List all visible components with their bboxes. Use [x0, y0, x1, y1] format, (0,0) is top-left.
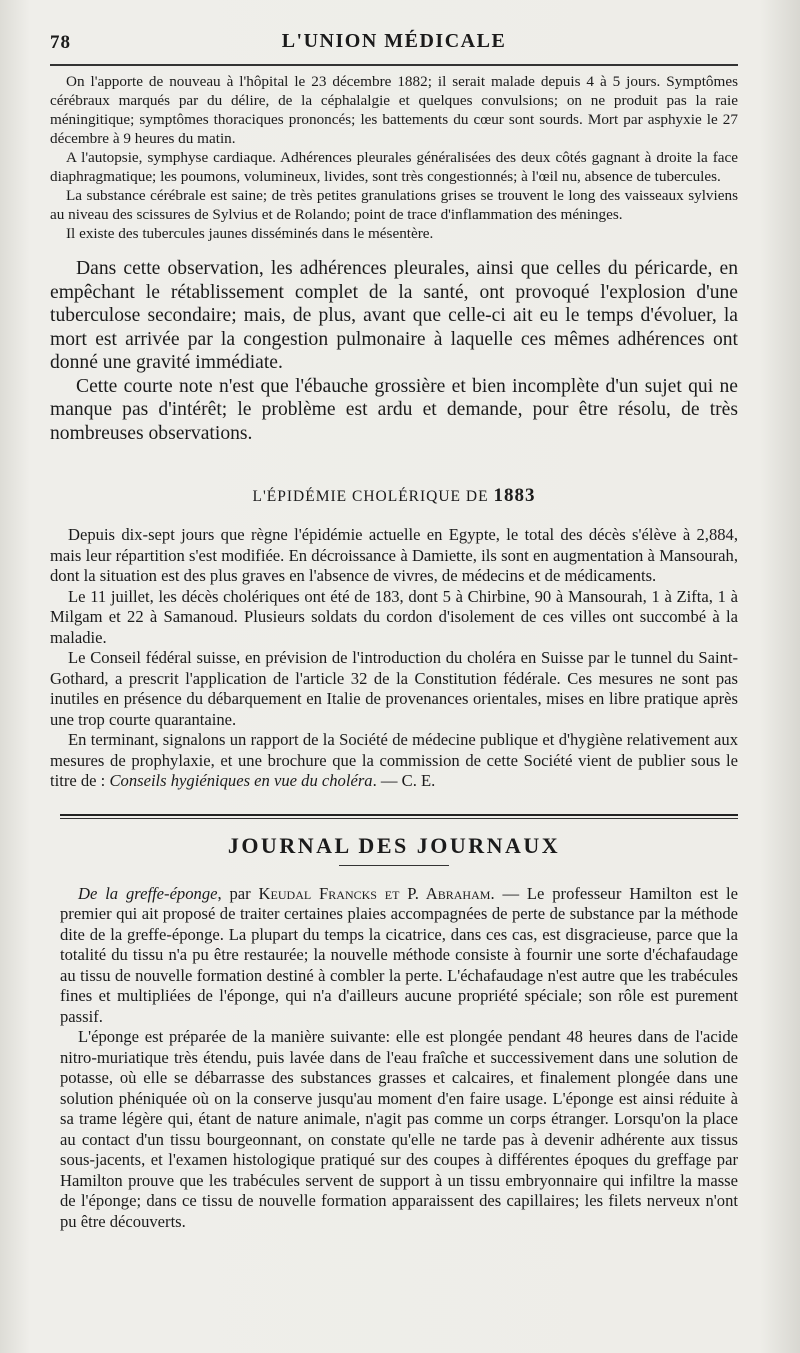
cholera-brochure-title: Conseils hygiéniques en vue du choléra [109, 771, 373, 790]
section-double-rule [60, 814, 738, 819]
running-title: L'UNION MÉDICALE [281, 30, 507, 52]
observation-paragraph: Il existe des tubercules jaunes disséminés dans le mésentère. [66, 225, 434, 242]
cholera-text [50, 525, 738, 792]
commentary-text [50, 257, 738, 445]
cholera-last-text: En terminant, signalons un rapport de la Société de médecine publique et d'hygiène relativement aux mesures de prophylaxie, et une brochure que la commission de cette Société vient de publier sous le titre de : [50, 730, 738, 790]
cholera-heading-year: 1883 [493, 485, 536, 506]
observation-paragraph: A l'autopsie, symphyse cardiaque. Adhérences pleurales généralisées des deux côtés gagnant à droite la face diaphragmatique; les poumons, volumineux, livides, sont très congestionnés; à l'œil nu, absence de tubercules. [50, 149, 738, 185]
page-number: 78 [50, 32, 71, 53]
article-intro: . — Le professeur Hamilton est le premier qui ait proposé de traiter certaines plaies accompagnées de perte de substance par la méthode dite de la greffe-éponge. La plupart du temps la cicatrice, dans ces cas, est disgracieuse, parce que la totalité du tissu n'a pu être restaurée; la nouvelle méthode consiste à fournir une sorte d'échafaudage au tissu de nouvelle formation destiné à combler la perte. L'échafaudage n'est autre que les trabécules fines et multipliées de l'éponge, qui n'a d'ailleurs aucune propriété spéciale; son rôle est purement passif. [60, 883, 739, 1026]
observation-text [50, 72, 738, 243]
journal-paragraph [60, 884, 738, 1028]
cholera-paragraph: Depuis dix-sept jours que règne l'épidémie actuelle en Egypte, le total des décès s'élève à 2,884, mais leur répartition s'est modifiée. En décroissance à Damiette, ils sont en augmentation à Mansourah, dont la situation est des plus graves en l'absence de vivres, de médecins et de médicaments. [50, 525, 738, 585]
article-by: , par [217, 883, 259, 903]
cholera-signature: . — C. E. [372, 771, 436, 790]
observation-paragraph: La substance cérébrale est saine; de très petites granulations grises se trouvent le long des vaisseaux sylviens au niveau des scissures de Sylvius et de Rolando; point de trace d'inflammation des méninges. [50, 187, 738, 223]
commentary-paragraph: Dans cette observation, les adhérences pleurales, ainsi que celles du péricarde, en empêchant le rétablissement complet de la santé, ont provoqué l'explosion d'une tuberculose secondaire; mais, de plus, avant que celle-ci ait eu le temps d'évoluer, la mort est arrivée par la congestion pulmonaire à laquelle ces mêmes adhérences ont donné une gravité immédiate. [50, 258, 738, 373]
journal-paragraph: L'éponge est préparée de la manière suivante: elle est plongée pendant 48 heures dans de l'acide nitro-muriatique très étendu, puis lavée dans de l'eau fraîche et successivement dans une solution de potasse, où elle se débarrasse des substances grasses et calcaires, et finalement plongée dans une solution phéniquée où on la conserve jusqu'au moment d'en faire usage. L'éponge est ainsi réduite à sa trame légère qui, étant de nature animale, n'agit pas comme un corps étranger. Lorsqu'on la place au contact d'un tissu bourgeonnant, on constate qu'elle ne tarde pas à devenir adhérente aux tissus sous-jacents, et l'examen histologique pratiqué sur des coupes à différentes époques du greffage par Hamilton prouve que les trabécules servent de support à un tissu embryonnaire qui infiltre la masse de l'éponge; dans ce tissu de nouvelle formation apparaissent des capillaires; les filets nerveux n'ont pu être découverts. [60, 1027, 738, 1231]
journal-title-rule [339, 865, 449, 866]
page-header [50, 26, 738, 58]
journal-text [60, 884, 738, 1233]
cholera-heading [50, 485, 738, 507]
article-authors: Keudal Francks et P. Abraham [258, 883, 491, 903]
cholera-heading-text: L'ÉPIDÉMIE CHOLÉRIQUE DE [252, 488, 489, 505]
observation-paragraph: On l'apporte de nouveau à l'hôpital le 23 décembre 1882; il serait malade depuis 4 à 5 jours. Symptômes cérébraux marqués par du délire, de la céphalalgie et quelques convulsions; on ne produit pas la raie méningitique; symptômes thoraciques prononcés; les battements du cœur sont sourds. Mort par asphyxie le 27 décembre à 9 heures du matin. [50, 73, 738, 147]
cholera-paragraph: Le 11 juillet, les décès cholériques ont été de 183, dont 5 à Chirbine, 90 à Mansourah, 1 à Zifta, 1 à Milgam et 22 à Samanoud. Plusieurs soldats du cordon d'isolement de ces villes ont succombé à la maladie. [50, 586, 738, 647]
article-title: De la greffe-éponge [78, 883, 218, 903]
commentary-paragraph: Cette courte note n'est que l'ébauche grossière et bien incomplète d'un sujet qui ne manque pas d'intérêt; le problème est ardu et demande, pour être résolu, de très nombreuses observations. [50, 375, 738, 444]
cholera-paragraph: Le Conseil fédéral suisse, en prévision de l'introduction du choléra en Suisse par le tunnel du Saint-Gothard, a prescrit l'application de l'article 32 de la Constitution fédérale. Ces mesures ne sont pas inutiles en présence du débarquement en Italie de provenances orientales, mises en libre pratique après une trop courte quarantaine. [50, 648, 738, 729]
cholera-paragraph-last [50, 730, 738, 792]
header-rule [50, 64, 738, 66]
journal-section-title: JOURNAL DES JOURNAUX [227, 832, 561, 858]
